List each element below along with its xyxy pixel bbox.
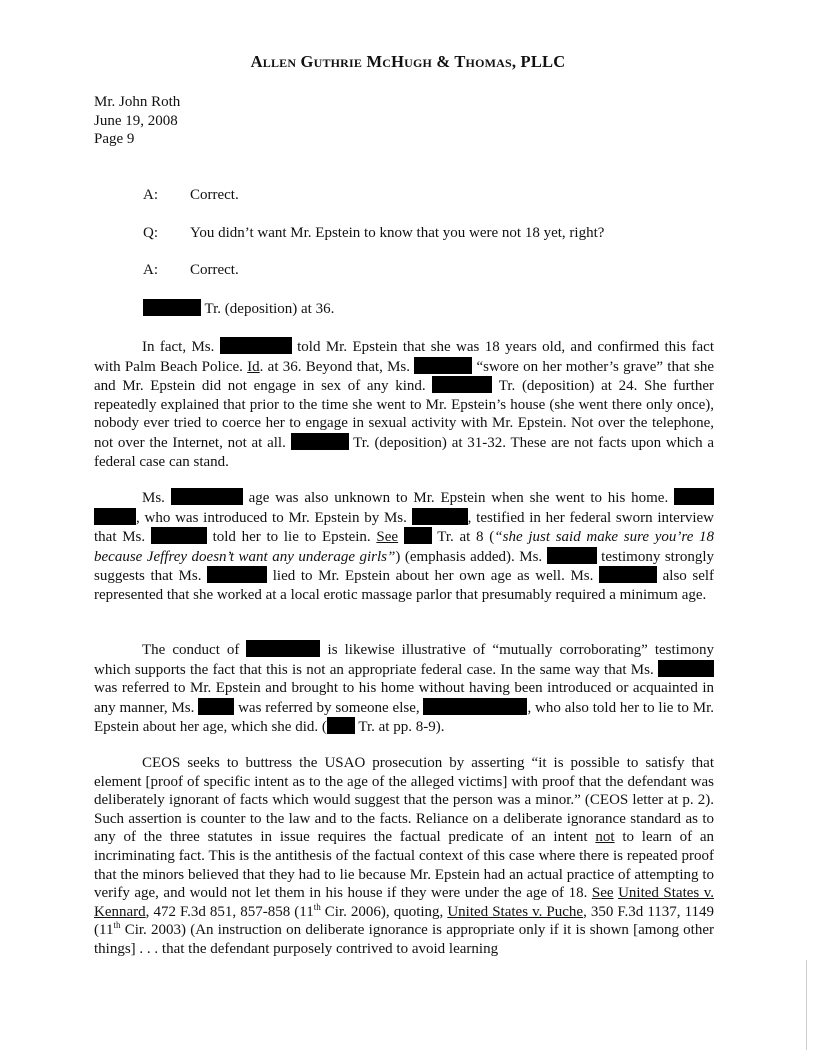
firm-letterhead: Allen Guthrie McHugh & Thomas, PLLC [250,52,566,71]
redaction-box [674,488,714,505]
redaction-box [599,566,657,583]
case-citation-kennard: United States v. Kennard [94,885,715,920]
paragraph-2: Ms. age was also unknown to Mr. Epstein when she went to his home. , who was introduced to Mr. Epstein by Ms. , testified in her federal sworn interview that Ms. told her to lie to Epstein. See Tr. at 8 (“she just said make sure you’re 18 because Jeffrey doesn’t want any underage girls”) (emphasis added). Ms. testimony strongly suggests that Ms. lied to Mr. Epstein about her own age as well. Ms. also self represented that she worked at a local erotic massage parlor that presumably required a minimum age. [94,490,715,603]
case-citation-puche: United States v. Puche [447,903,584,920]
redaction-box [404,527,432,544]
redaction-box [171,488,243,505]
paragraph-4: CEOS seeks to buttress the USAO prosecution by asserting “it is possible to satisfy that element [proof of specific intent as to the age of the alleged victims] with proof that the defendant was deliberately ignorant of facts which would suggest that the person was a minor.” (CEOS letter at p. 2). Such assertion is counter to the law and to the facts. Reliance on a deliberate ignorance standard as to any of the three statutes in issue requires the factual predicate of an intent not to learn of an incriminating fact. This is the antithesis of the factual context of this case where there is repeated proof that the minors believed that they had to lie because Mr. Epstein had an actual practice of attempting to verify age, and would not let them in his house if they were under the age of 18. See United States v. Kennard, 472 F.3d 851, 857-858 (11th Cir. 2006), quoting, United States v. Puche, 350 F.3d 1137, 1149 (11th Cir. 2003) (An instruction on deliberate ignorance is appropriate only if it is shown [among other things] . . . that the defendant purposely contrived to avoid learning [94,755,715,957]
qa-line-1 [143,187,239,204]
redaction-box [432,376,492,393]
qa-label: Q: [143,225,158,241]
letter-header [94,93,180,149]
redaction-box [207,566,267,583]
redaction-box [414,357,472,374]
qa-label: A: [143,187,158,203]
recipient-name: Mr. John Roth [94,94,181,110]
paragraph-3: The conduct of is likewise illustrative of “mutually corroborating” testimony which supports the fact that this is not an appropriate federal case. In the same way that Ms. was referred to Mr. Epstein and brought to his home without having been introduced or acquainted in any manner, Ms. was referred by someone else, , who also told her to lie to Mr. Epstein about her age, which she did. ( Tr. at pp. 8-9). [94,642,715,736]
redaction-box [423,698,527,715]
qa-line-2 [143,225,604,242]
citation-text: Tr. (deposition) at 36. [204,301,335,317]
scan-edge-line [806,960,807,1050]
redaction-box [327,717,355,734]
redaction-box [143,299,201,316]
qa-text: Correct. [190,187,239,203]
redaction-box [658,660,714,677]
redaction-box [291,433,349,450]
paragraph-1: In fact, Ms. told Mr. Epstein that she was 18 years old, and confirmed this fact with Palm Beach Police. Id. at 36. Beyond that, Ms. “swore on her mother’s grave” that she and Mr. Epstein did not engage in sex of any kind. Tr. (deposition) at 24. She further repeatedly explained that prior to the time she went to Mr. Epstein’s house (she went there only once), nobody ever tried to coerce her to engage in sexual activity with Mr. Epstein. Not over the telephone, not over the Internet, not at all. Tr. (deposition) at 31-32. These are not facts upon which a federal case can stand. [94,339,715,470]
redaction-box [547,547,597,564]
redaction-box [94,508,136,525]
letter-date: June 19, 2008 [94,112,178,129]
page-number: Page 9 [94,131,135,147]
redaction-box [246,640,320,657]
qa-text: You didn’t want Mr. Epstein to know that you were not 18 yet, right? [190,225,605,241]
qa-label: A: [143,262,158,278]
redaction-box [220,337,292,354]
redaction-box [151,527,207,544]
qa-line-3 [143,262,239,279]
qa-text: Correct. [190,262,239,278]
deposition-citation [143,299,334,318]
redaction-box [412,508,468,525]
redaction-box [198,698,234,715]
